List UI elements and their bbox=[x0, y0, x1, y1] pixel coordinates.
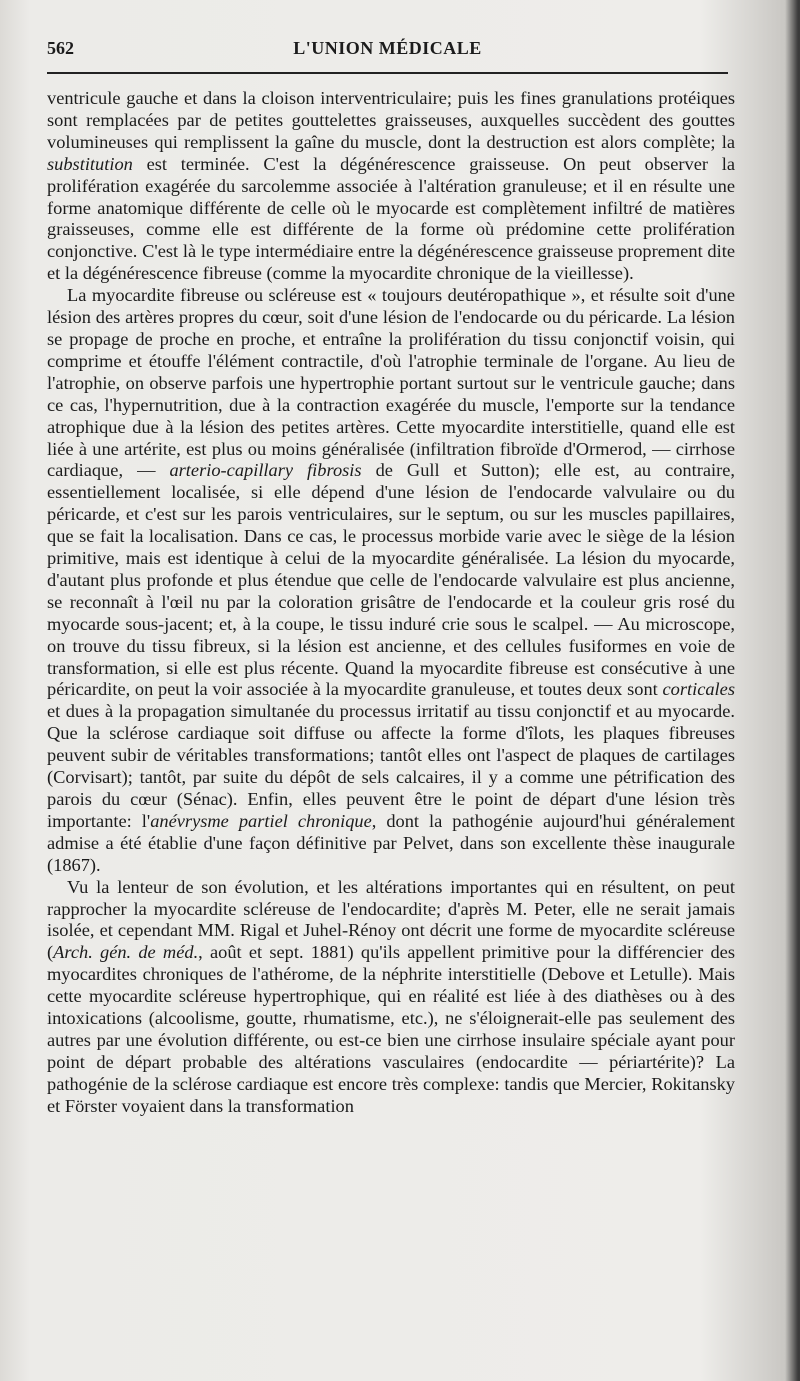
italic-text: corticales bbox=[662, 679, 735, 700]
header-rule bbox=[47, 72, 728, 74]
text-segment: ventricule gauche et dans la cloison interventriculaire; puis les fines granulations protéiques sont remplacées par de petites gouttelettes graisseuses, auxquelles succèdent des gouttes volumineuses qui remplissent la gaîne du muscle, dont la destruction est alors complète; la bbox=[47, 88, 735, 152]
italic-text: Arch. gén. de méd. bbox=[53, 942, 199, 963]
text-segment: , dont la pathogénie aujourd'hui généralement admise a été établie d'une façon définitive par Pelvet, dans son excellente thèse inaugurale (1867). bbox=[47, 810, 735, 875]
text-segment: , août et sept. 1881) qu'ils appellent primitive pour la différencier des myocardites chroniques de l'athérome, de la néphrite interstitielle (Debove et Letulle). Mais cette myocardite scléreuse hypertrophique, qui en réalité est liée à des diathèses ou à des intoxications (alcoolisme, goutte, rhumatisme, etc.), ne s'éloignerait-elle pas seulement des autres par une évolution différente, ou est-ce bien une cirrhose insulaire spéciale ayant pour point de départ probable des altérations vasculaires (endocardite — périartérite)? La pathogénie de la sclérose cardiaque est encore très complexe: tandis que Mercier, Rokitansky et Förster voyaient dans la transformation bbox=[47, 942, 735, 1116]
paragraph-3 bbox=[47, 877, 735, 1118]
paragraph-1 bbox=[47, 88, 735, 285]
page-header bbox=[47, 38, 728, 62]
paragraph-2 bbox=[47, 285, 735, 876]
text-segment: Vu la lenteur de son évolution, et les altérations importantes qui en résultent, on peut rapprocher la myocardite scléreuse de l'endocardite; d'après M. Peter, elle ne serait jamais isolée, et cependant MM. Rigal et Juhel-Rénoy ont décrit une forme de myocardite scléreuse ( bbox=[47, 876, 735, 963]
italic-text: anévrysme partiel chronique bbox=[150, 810, 372, 831]
text-segment: de Gull et Sutton); elle est, au contraire, essentiellement localisée, si elle dépend d'une lésion de l'endocarde valvulaire ou du péricarde, et c'est sur les parois ventriculaires, sur le septum, ou sur les muscles papillaires, que se fait la localisation. Dans ce cas, le processus morbide varie avec le siège de la lésion primitive, mais est identique à celui de la myocardite généralisée. La lésion du myocarde, d'autant plus profonde et plus étendue que celle de l'endocarde valvulaire est plus ancienne, se reconnaît à l'œil nu par la coloration grisâtre de l'endocarde et la couleur gris rosé du myocarde sous-jacent; et, à la coupe, le tissu induré crie sous le scalpel. — Au microscope, on trouve du tissu fibreux, si la lésion est ancienne, et des cellules fusiformes en voie de transformation, si elle est plus récente. Quand la myocardite fibreuse est consécutive à une péricardite, on peut la voir associée à la myocardite granuleuse, et toutes deux sont bbox=[47, 460, 736, 700]
running-title: L'UNION MÉDICALE bbox=[293, 38, 482, 58]
body-text bbox=[47, 88, 735, 1118]
text-segment: est terminée. C'est la dégénérescence graisseuse. On peut observer la prolifération exagérée du sarcolemme associée à l'altération granuleuse; et il en résulte une forme anatomique différente de celle où le myocarde est complètement infiltré de matières graisseuses, comme elle est différente de la forme où prédomine cette prolifération conjonctive. C'est là le type intermédiaire entre la dégénérescence graisseuse proprement dite et la dégénérescence fibreuse (comme la myocardite chronique de la vieillesse). bbox=[47, 153, 735, 284]
text-segment: et dues à la propagation simultanée du processus irritatif au tissu conjonctif et au myocarde. Que la sclérose cardiaque soit diffuse ou affecte la forme d'îlots, les plaques fibreuses peuvent subir de véritables transformations; tantôt elles ont l'aspect de plaques de cartilages (Corvisart); tantôt, par suite du dépôt de sels calcaires, il y a comme une pétrification des parois du cœur (Sénac). Enfin, elles peuvent être le point de départ d'une lésion très importante: l' bbox=[47, 701, 735, 831]
italic-text: substitution bbox=[47, 153, 133, 174]
page-number: 562 bbox=[47, 38, 74, 58]
text-segment: La myocardite fibreuse ou scléreuse est « toujours deutéropathique », et résulte soit d'une lésion des artères propres du cœur, soit d'une lésion de l'endocarde ou du péricarde. La lésion se propage de proche en proche, et entraîne la prolifération du tissu conjonctif voisin, qui comprime et étouffe l'élément contractile, d'où l'atrophie terminale de l'organe. Au lieu de l'atrophie, on observe parfois une hypertrophie portant surtout sur le ventricule gauche; dans ce cas, l'hypernutrition, due à la contraction exagérée du muscle, l'emporte sur la tendance atrophique due à la lésion des petites artères. Cette myocardite interstitielle, quand elle est liée à une artérite, est plus ou moins généralisée (infiltration fibroïde d'Ormerod, — cirrhose cardiaque, — bbox=[47, 285, 735, 481]
italic-text: arterio-capillary fibrosis bbox=[169, 460, 362, 481]
